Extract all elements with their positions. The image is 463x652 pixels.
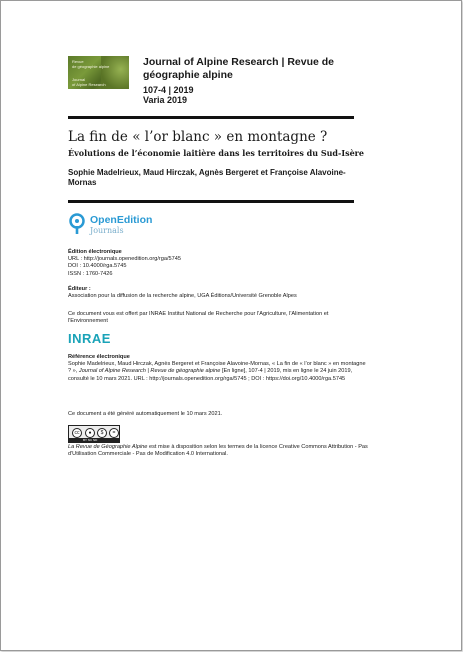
editor-heading: Éditeur : — [68, 286, 91, 292]
openedition-sub: Journals — [90, 226, 124, 235]
reference-text — [68, 361, 368, 383]
generated-block — [68, 411, 368, 418]
cc-band — [69, 438, 119, 442]
cc-band-text: BY NC ND — [83, 438, 98, 442]
license-text — [68, 444, 368, 458]
journal-title: Journal of Alpine Research | Revue de géographie alpine — [143, 56, 335, 81]
edition-issn: ISSN : 1760-7426 — [68, 270, 113, 277]
edition-url: URL : http://journals.openedition.org/rga/5745 — [68, 256, 181, 263]
offer-text: Ce document vous est offert par INRAE Institut National de Recherche pour l'Agriculture, l'Alimentation et l'Environnement — [68, 311, 329, 325]
editor-block — [68, 286, 368, 300]
by-icon: ● — [85, 428, 95, 438]
issue-number: 107-4 | 2019 — [143, 85, 194, 95]
article-authors: Sophie Madelrieux, Maud Hirczak, Agnès Bergeret et Françoise Alavoine-Mornas — [68, 168, 346, 187]
edition-doi: DOI : 10.4000/rga.5745 — [68, 263, 127, 270]
reference-heading: Référence électronique — [68, 354, 130, 360]
cover-title-bottom — [72, 77, 106, 87]
creative-commons-badge — [68, 425, 120, 443]
reference-block — [68, 354, 368, 383]
cover-line-4: of Alpine Research — [72, 82, 106, 87]
license-body: est mise à disposition selon les termes de la licence Creative Commons Attribution - Pas d'Utilisation Commerciale - Pas de Modification 4.0 International. — [68, 444, 368, 458]
openedition-name: OpenEdition — [90, 214, 153, 226]
generated-text: Ce document a été généré automatiquement le 10 mars 2021. — [68, 411, 223, 417]
offer-block — [68, 311, 368, 325]
article-title: La fin de « l’or blanc » en montagne ? — [68, 129, 328, 145]
reference-authors: Sophie Madelrieux, Maud Hirczak, Agnès Bergeret et Françoise Alavoine-Mornas, « La fin de « l’or blanc » en montagne ? », — [68, 361, 366, 375]
cc-icon: cc — [72, 428, 82, 438]
cover-line-1: Revue — [72, 59, 84, 64]
nc-icon: $ — [97, 428, 107, 438]
nd-icon: = — [109, 428, 119, 438]
journal-cover-thumbnail — [68, 56, 129, 89]
openedition-logo — [68, 213, 153, 235]
editor-value: Association pour la diffusion de la recherche alpine, UGA Éditions/Université Grenoble Alpes — [68, 293, 297, 300]
reference-rest: [En ligne], 107-4 | 2019, mis en ligne le 24 juin 2019, consulté le 10 mars 2021. URL : http://journals.openedition.org/rga/5745 ; DOI : https://doi.org/10.4000/rga.5745 — [68, 368, 353, 382]
edition-heading: Édition électronique — [68, 249, 122, 255]
top-divider — [68, 116, 354, 119]
openedition-mark-icon — [68, 213, 86, 235]
edition-block — [68, 249, 368, 278]
cover-line-3: Journal — [72, 77, 86, 82]
issue-info — [143, 85, 194, 105]
issue-section: Varia 2019 — [143, 95, 188, 105]
bottom-divider — [68, 200, 354, 203]
reference-journal: Journal of Alpine Research | Revue de géographie alpine — [78, 368, 221, 375]
cover-title-top — [72, 59, 109, 69]
license-journal: La Revue de Géographie Alpine — [68, 444, 148, 450]
inrae-logo: INRAE — [68, 331, 111, 346]
cover-line-2: de géographie alpine — [72, 64, 110, 69]
article-subtitle: Évolutions de l’économie laitière dans les territoires du Sud-Isère — [68, 148, 364, 158]
